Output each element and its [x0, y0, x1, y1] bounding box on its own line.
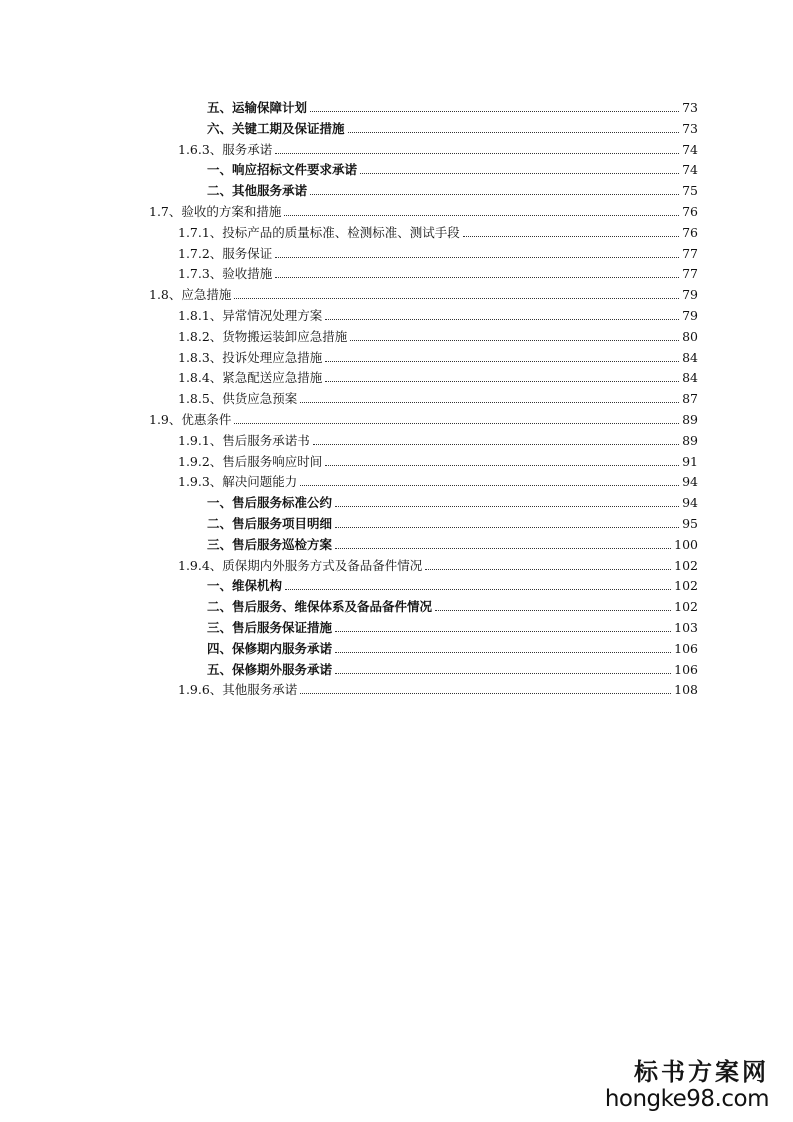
- toc-dot-leader: [313, 443, 679, 445]
- toc-entry-label: 1.8.1、异常情况处理方案: [178, 308, 323, 323]
- toc-entry[interactable]: [178, 449, 698, 469]
- toc-dot-leader: [360, 172, 679, 174]
- toc-entry-page-number: 84: [682, 349, 698, 365]
- toc-dot-leader: [335, 505, 679, 507]
- toc-entry-label: 三、售后服务保证措施: [207, 620, 333, 635]
- toc-dot-leader: [234, 297, 679, 299]
- toc-entry[interactable]: [149, 199, 698, 219]
- toc-dot-leader: [325, 380, 679, 382]
- toc-entry-label: 1.9.2、售后服务响应时间: [178, 453, 323, 469]
- toc-entry[interactable]: [207, 116, 698, 136]
- toc-entry-page-number: 106: [674, 661, 698, 677]
- watermark-url: hongke98.com: [604, 1086, 769, 1112]
- toc-entry-page-number: 100: [674, 536, 698, 552]
- toc-entry[interactable]: [207, 615, 698, 635]
- toc-entry-label: 1.7.2、服务保证: [178, 245, 273, 261]
- toc-entry-page-number: 102: [674, 557, 698, 573]
- toc-entry[interactable]: [178, 428, 698, 448]
- toc-entry-page-number: 91: [682, 453, 698, 469]
- toc-dot-leader: [234, 422, 679, 424]
- toc-entry[interactable]: [178, 137, 698, 157]
- toc-dot-leader: [310, 193, 679, 195]
- toc-entry-page-number: 79: [682, 308, 698, 323]
- toc-entry-page-number: 80: [682, 328, 698, 344]
- toc-entry-page-number: 73: [682, 100, 698, 115]
- toc-entry[interactable]: [178, 386, 698, 406]
- toc-entry-page-number: 108: [674, 682, 698, 698]
- toc-dot-leader: [350, 339, 679, 341]
- toc-entry-page-number: 103: [674, 620, 698, 635]
- toc-entry[interactable]: [178, 220, 698, 240]
- toc-entry[interactable]: [207, 157, 698, 177]
- toc-entry-page-number: 102: [674, 578, 698, 594]
- toc-entry-label: 二、其他服务承诺: [207, 183, 308, 199]
- toc-entry[interactable]: [178, 261, 698, 281]
- toc-entry-page-number: 89: [682, 412, 698, 427]
- toc-entry[interactable]: [207, 178, 698, 198]
- toc-entry-page-number: 77: [682, 245, 698, 261]
- toc-entry[interactable]: [207, 594, 698, 614]
- toc-entry[interactable]: [178, 324, 698, 344]
- toc-entry-label: 六、关键工期及保证措施: [207, 120, 345, 136]
- toc-entry[interactable]: [178, 241, 698, 261]
- toc-dot-leader: [335, 526, 679, 528]
- toc-entry-page-number: 106: [674, 640, 698, 656]
- toc-dot-leader: [335, 630, 671, 632]
- toc-entry-label: 一、售后服务标准公约: [207, 495, 333, 511]
- toc-entry-label: 一、维保机构: [207, 578, 283, 594]
- toc-dot-leader: [310, 110, 679, 112]
- toc-entry-label: 一、响应招标文件要求承诺: [207, 162, 358, 178]
- toc-entry[interactable]: [149, 282, 698, 302]
- watermark-name: 标书方案网: [634, 1057, 769, 1086]
- toc-dot-leader: [425, 568, 671, 570]
- toc-dot-leader: [300, 484, 679, 486]
- toc-entry-page-number: 94: [682, 495, 698, 511]
- toc-dot-leader: [275, 256, 679, 258]
- toc-entry-page-number: 75: [682, 183, 698, 199]
- toc-entry-page-number: 76: [682, 204, 698, 219]
- toc-entry-page-number: 73: [682, 120, 698, 136]
- toc-entry-label: 五、保修期外服务承诺: [207, 661, 333, 677]
- toc-dot-leader: [325, 318, 679, 320]
- toc-entry[interactable]: [207, 490, 698, 510]
- toc-dot-leader: [435, 609, 671, 611]
- toc-dot-leader: [285, 588, 671, 590]
- toc-entry[interactable]: [207, 511, 698, 531]
- toc-dot-leader: [275, 276, 679, 278]
- toc-entry[interactable]: [207, 657, 698, 677]
- toc-entry-page-number: 95: [682, 516, 698, 531]
- toc-entry[interactable]: [207, 532, 698, 552]
- toc-entry-label: 五、运输保障计划: [207, 100, 308, 115]
- toc-entry-label: 1.9、优惠条件: [149, 412, 232, 427]
- toc-entry-label: 1.7.3、验收措施: [178, 266, 273, 282]
- toc-entry-page-number: 76: [682, 224, 698, 240]
- toc-entry-label: 1.7、验收的方案和措施: [149, 204, 282, 219]
- toc-entry[interactable]: [178, 469, 698, 489]
- toc-entry[interactable]: [178, 677, 698, 697]
- toc-entry-page-number: 74: [682, 162, 698, 178]
- toc-entry[interactable]: [178, 345, 698, 365]
- toc-entry-label: 四、保修期内服务承诺: [207, 640, 333, 656]
- toc-dot-leader: [300, 692, 671, 694]
- toc-entry-label: 二、售后服务、维保体系及备品备件情况: [207, 599, 433, 615]
- toc-entry-page-number: 77: [682, 266, 698, 282]
- toc-entry-label: 1.9.6、其他服务承诺: [178, 682, 298, 698]
- toc-entry[interactable]: [207, 95, 698, 115]
- toc-entry-label: 1.9.3、解决问题能力: [178, 474, 298, 490]
- toc-dot-leader: [284, 214, 679, 216]
- toc-dot-leader: [335, 651, 671, 653]
- toc-entry-page-number: 87: [682, 391, 698, 407]
- toc-entry[interactable]: [207, 573, 698, 593]
- toc-entry-label: 1.8.5、供货应急预案: [178, 391, 298, 407]
- toc-dot-leader: [275, 152, 679, 154]
- toc-entry[interactable]: [149, 407, 698, 427]
- toc-entry[interactable]: [178, 303, 698, 323]
- toc-dot-leader: [335, 672, 671, 674]
- toc-entry-label: 1.9.1、售后服务承诺书: [178, 432, 310, 448]
- toc-entry-label: 1.9.4、质保期内外服务方式及备品备件情况: [178, 557, 423, 573]
- toc-entry-label: 1.8.2、货物搬运装卸应急措施: [178, 328, 348, 344]
- toc-entry-label: 1.8.4、紧急配送应急措施: [178, 370, 323, 386]
- toc-dot-leader: [463, 235, 679, 237]
- toc-entry[interactable]: [178, 553, 698, 573]
- toc-dot-leader: [348, 131, 680, 133]
- toc-entry-label: 三、售后服务巡检方案: [207, 536, 333, 552]
- toc-entry-page-number: 74: [682, 141, 698, 157]
- toc-entry-page-number: 102: [674, 599, 698, 615]
- toc-dot-leader: [325, 360, 679, 362]
- toc-entry-page-number: 79: [682, 287, 698, 303]
- toc-entry-label: 1.6.3、服务承诺: [178, 141, 273, 157]
- toc-entry-page-number: 89: [682, 432, 698, 448]
- toc-entry[interactable]: [207, 636, 698, 656]
- toc-dot-leader: [325, 464, 679, 466]
- watermark: [605, 1058, 769, 1112]
- toc-entry-label: 二、售后服务项目明细: [207, 516, 333, 531]
- toc-entry[interactable]: [178, 365, 698, 385]
- toc-entry-label: 1.8.3、投诉处理应急措施: [178, 349, 323, 365]
- toc-entry-label: 1.8、应急措施: [149, 287, 232, 303]
- toc-dot-leader: [335, 547, 671, 549]
- toc-entry-page-number: 94: [682, 474, 698, 490]
- toc-entry-page-number: 84: [682, 370, 698, 386]
- toc-entry-label: 1.7.1、投标产品的质量标准、检测标准、测试手段: [178, 224, 460, 240]
- toc-dot-leader: [300, 401, 679, 403]
